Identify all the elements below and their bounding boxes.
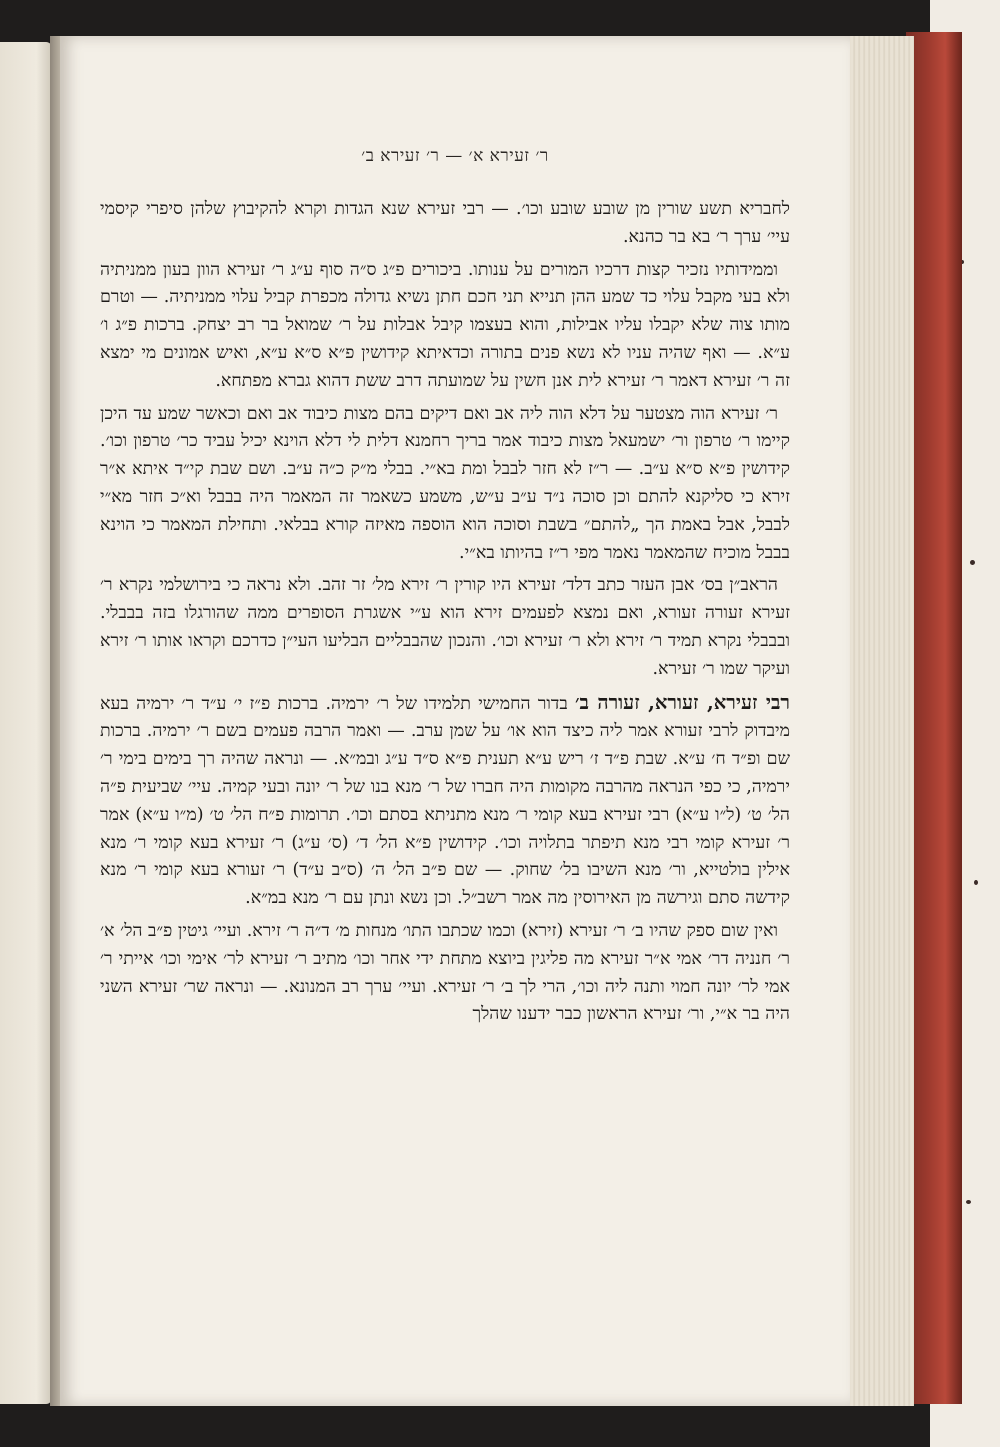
paragraph-4: הראב״ן בס׳ אבן העזר כתב דלד׳ זעירא היו קורין ר׳ זירא מל׳ זר זהב. ולא נראה כי בירושלמי נקרא ר׳ זעירא זעורה זעורא, ואם נמצא לפעמים זירא הוא ע״י אשגרת הסופרים ממה שהורגלו בזה בבבלי. ובבבלי נקרא תמיד ר׳ זירא ולא ר׳ זעירא וכו׳. והנכון שהבבליים הבליעו העי״ן כדרכם וקראו אותו ר׳ זירא ועיקר שמו ר׳ זעירא. [100,575,790,679]
paragraph-2: וממידותיו נזכיר קצות דרכיו המורים על ענותו. ביכורים פ״ג ס״ה סוף ע״ג ר׳ זעירא הוון בעון ממניתיה ולא בעי מקבל עלוי כד שמע ההן תנייא תני חכם חתן נשיא גדולה מכפרת קביל עלוי ממניתיה. — וטרם מותו צוה שלא יקבלו עליו אבילות, והוא בעצמו קיבל אבלות על ר׳ שמואל בר רב יצחק. ברכות פ״ג ו׳ ע״א. — ואף שהיה עניו לא נשא פנים בתורה וכדאיתא קידושין פ״א ס״א ע״א, ואיש אמונים מי ימצא זה ר׳ זעירא דאמר ר׳ זעירא לית אנן חשין על שמועתה דרב ששת דהוא גברא מפתחא. [100,259,790,391]
entry-heading: רבי זעירא, זעורא, זעורה ב׳ [575,690,790,714]
paragraph-1: לחבריא תשע שורין מן שובע שובע וכו׳. — רבי זעירא שנא הגדות וקרא להקיבוץ שלהן סיפרי קיסמי עיי׳ ערך ר׳ בא בר כהנא. [100,199,790,247]
running-header: ר׳ זעירא א׳ — ר׳ זעירא ב׳ [361,146,549,166]
paragraph-5 [100,689,790,913]
entry-text: בדור החמישי תלמידו של ר׳ ירמיה. ברכות פ״ז י׳ ע״ד ר׳ ירמיה בעא מיבדוק לרבי זעורא אמר ליה כיצד הוא או׳ על שמן ערב. — ואמר הרבה פעמים בשם ר׳ ירמיה. ברכות שם ופ״ד ח׳ ע״א. שבת פ״ד ז׳ ריש ע״א תענית פ״א ס״ד ע״ג ובמ״א. — ונראה שהיה רך בימים בימי ר׳ ירמיה, כי כפי הנראה מהרבה מקומות היה חברו של ר׳ מנא בנו של ר׳ יונה ובעי קמיה. עיי׳ שביעית פ״ה הל׳ ט׳ (ל״ו ע״א) רבי זעירא בעא קומי ר׳ מנא מתניתא בסתם וכו׳. תרומות פ״ח הל׳ ט׳ (מ״ו ע״א) אמר ר׳ זעירא קומי רבי מנא תיפתר בתלויה וכו׳. קידושין פ״א הל׳ ד׳ (ס׳ ע״ג) ר׳ זעירא בעא קומי ר׳ מנא אילין בולטייא, ור׳ מנא השיבו בל׳ שחוק. — שם פ״ב הל׳ ה׳ (ס״ב ע״ד) ר׳ זעורא בעא קומי ר׳ מנא קידשה סתם וגירשה מן האירוסין מה אמר רשב״ל. וכן נשא ונתן עם ר׳ מנא במ״א. [100,693,790,909]
paragraph-6: ואין שום ספק שהיו ב׳ ר׳ זעירא (זירא) וכמו שכתבו התו׳ מנחות מ׳ ד״ה ר׳ זירא. ועיי׳ גיטין פ״ב הל׳ א׳ ר׳ חנניה דר׳ אמי א״ר זעירא מה פליגין ביוצא מתחת ידי אחר וכו׳ מתיב ר׳ זעירא לר׳ אימי וכו׳ אייתי ר׳ אמי לר׳ יונה חמוי ותנה ליה וכו׳, הרי לך ב׳ ר׳ זעירא. ועיי׳ ערך רב המנונא. — ונראה שר׳ זעירא השני היה בר א״י, ור׳ זעירא הראשון כבר ידענו שהלך [100,920,790,1025]
page-body [100,196,790,1034]
left-page-edge [0,42,52,1404]
paragraph-3: ר׳ זעירא הוה מצטער על דלא הוה ליה אב ואם דיקים בהם מצות כיבוד אב ואם וכאשר שמע עד היכן קיימו ר׳ טרפון ור׳ ישמעאל מצות כיבוד אמר בריך רחמנא דלית לי דלא הוינא יכיל עביד כר׳ טרפון וכו׳. קידושין פ״א ס״א ע״ב. — ר״ז לא חזר לבבל ומת בא״י. בבלי מ״ק כ״ה ע״ב. ושם שבת קי״ד איתא א״ר זירא כי סליקנא להתם וכן סוכה נ״ד ע״ב ע״ש, משמע כשאמר זה המאמר היה בבבל וא״כ חזר מא״י לבבל, אבל באמת הך „להתם״ בשבת וסוכה הוא הוספה מאיזה קורא בבלאי. ותחילת המאמר כי הוינא בבבל מוכיח שהמאמר נאמר מפי ר״ז בהיותו בא״י. [100,403,790,563]
book-page [60,36,850,1406]
book-cover-edge [906,32,962,1404]
